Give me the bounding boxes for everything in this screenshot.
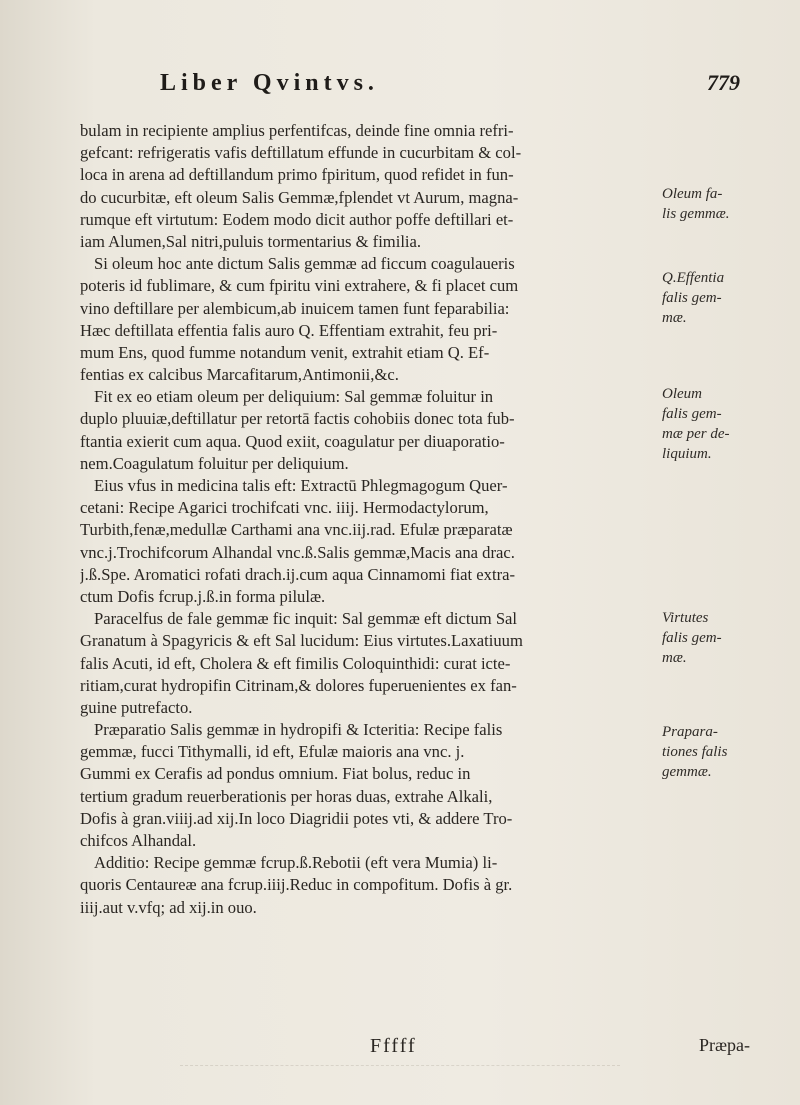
show-through <box>180 1065 620 1096</box>
text-line: Præparatio Salis gemmæ in hydropifi & Icteritia: Recipe falis <box>94 720 503 740</box>
text-line: vino deftillare per alembicum,ab inuicem tamen funt feparabilia: <box>80 298 510 318</box>
text-line: fentias ex calcibus Marcafitarum,Antimonii,&c. <box>80 365 399 385</box>
margin-note: Oleum fa- <box>662 186 723 202</box>
margin-note: Prapara- <box>662 724 718 740</box>
text-line: Gummi ex Cerafis ad pondus omnium. Fiat bolus, reduc in <box>80 764 471 784</box>
text-line: Si oleum hoc ante dictum Salis gemmæ ad ficcum coagulaueris <box>94 254 515 274</box>
text-line: iiij.aut v.vfq; ad xij.in ouo. <box>80 897 257 917</box>
text-line: ritiam,curat hydropifin Citrinam,& dolores fuperuenientes ex fan- <box>80 675 517 695</box>
text-line: gefcant: refrigeratis vafis deftillatum effunde in cucurbitam & col- <box>80 143 522 163</box>
page-number: 779 <box>707 70 740 95</box>
text-line: loca in arena ad deftillandum primo fpiritum, quod refidet in fun- <box>80 165 514 185</box>
text-line: do cucurbitæ, eft oleum Salis Gemmæ,fplendet vt Aurum, magna- <box>80 187 519 207</box>
text-line: Granatum à Spagyricis & eft Sal lucidum: Eius virtutes.Laxatiuum <box>80 631 523 651</box>
text-line: vnc.j.Trochifcorum Alhandal vnc.ß.Salis gemmæ,Macis ana drac. <box>80 542 515 562</box>
text-line: nem.Coagulatum foluitur per deliquium. <box>80 453 349 473</box>
text-line: Dofis à gran.viiij.ad xij.In loco Diagridii potes vti, & addere Tro- <box>80 808 513 828</box>
text-line: tertium gradum reuerberationis per horas duas, extrahe Alkali, <box>80 786 493 806</box>
text-line: Turbith,fenæ,medullæ Carthami ana vnc.iij.rad. Efulæ præparatæ <box>80 520 513 540</box>
text-line: mum Ens, quod fumme notandum venit, extrahit etiam Q. Ef- <box>80 342 490 362</box>
text-line: ctum Dofis fcrup.j.ß.in forma pilulæ. <box>80 586 326 606</box>
text-line: gemmæ, fucci Tithymalli, id eft, Efulæ maioris ana vnc. j. <box>80 742 465 762</box>
margin-note: gemmæ. <box>662 764 712 780</box>
page-footer <box>80 1035 770 1063</box>
margin-note: tiones falis <box>662 744 728 760</box>
text-line: ftantia exierit cum aqua. Quod exiit, coagulatur per diuaporatio- <box>80 431 505 451</box>
margin-note: Q.Effentia <box>662 270 725 286</box>
text-line: Hæc deftillata effentia falis auro Q. Effentiam extrahit, feu pri- <box>80 320 498 340</box>
text-line: Paracelfus de fale gemmæ fic inquit: Sal gemmæ eft dictum Sal <box>94 609 518 629</box>
running-head: Liber Qvintvs. <box>160 70 379 96</box>
margin-note: mæ. <box>662 650 687 666</box>
text-line: Additio: Recipe gemmæ fcrup.ß.Rebotii (eft vera Mumia) li- <box>94 853 498 873</box>
text-line: chifcos Alhandal. <box>80 831 197 850</box>
catchword: Præpa- <box>699 1035 750 1055</box>
text-line: iam Alumen,Sal nitri,puluis tormentarius & fimilia. <box>80 231 422 251</box>
margin-note: mæ per de- <box>662 426 730 442</box>
margin-note: falis gem- <box>662 290 722 306</box>
text-line: cetani: Recipe Agarici trochifcati vnc. iiij. Hermodactylorum, <box>80 498 489 518</box>
text-line: falis Acuti, id eft, Cholera & eft fimilis Coloquinthidi: curat icte- <box>80 653 511 673</box>
signature-mark: Fffff <box>370 1035 417 1057</box>
text-line: rumque eft virtutum: Eodem modo dicit author poffe deftillari et- <box>80 209 514 229</box>
margin-note: falis gem- <box>662 630 722 646</box>
text-line: j.ß.Spe. Aromatici rofati drach.ij.cum aqua Cinnamomi fiat extra- <box>80 564 515 584</box>
text-line: Fit ex eo etiam oleum per deliquium: Sal gemmæ foluitur in <box>94 387 494 407</box>
page-header <box>160 70 740 104</box>
text-line: bulam in recipiente amplius perfentifcas, deinde fine omnia refri- <box>80 121 514 140</box>
margin-note: Virtutes <box>662 610 709 626</box>
margin-note: falis gem- <box>662 406 722 422</box>
margin-note: liquium. <box>662 446 712 462</box>
text-line: duplo pluuiæ,deftillatur per retortā factis cohobiis donec tota fub- <box>80 409 515 429</box>
text-line: quoris Centaureæ ana fcrup.iiij.Reduc in compofitum. Dofis à gr. <box>80 875 513 895</box>
margin-note: lis gemmæ. <box>662 206 730 222</box>
margin-note: Oleum <box>662 386 702 402</box>
text-line: Eius vfus in medicina talis eft: Extractū Phlegmagogum Quer- <box>94 476 508 495</box>
text-line: poteris id fublimare, & cum fpiritu vini extrahere, & fi placet cum <box>80 276 519 296</box>
margin-note: mæ. <box>662 310 687 326</box>
text-line: guine putrefacto. <box>80 697 193 717</box>
main-text <box>80 120 660 919</box>
